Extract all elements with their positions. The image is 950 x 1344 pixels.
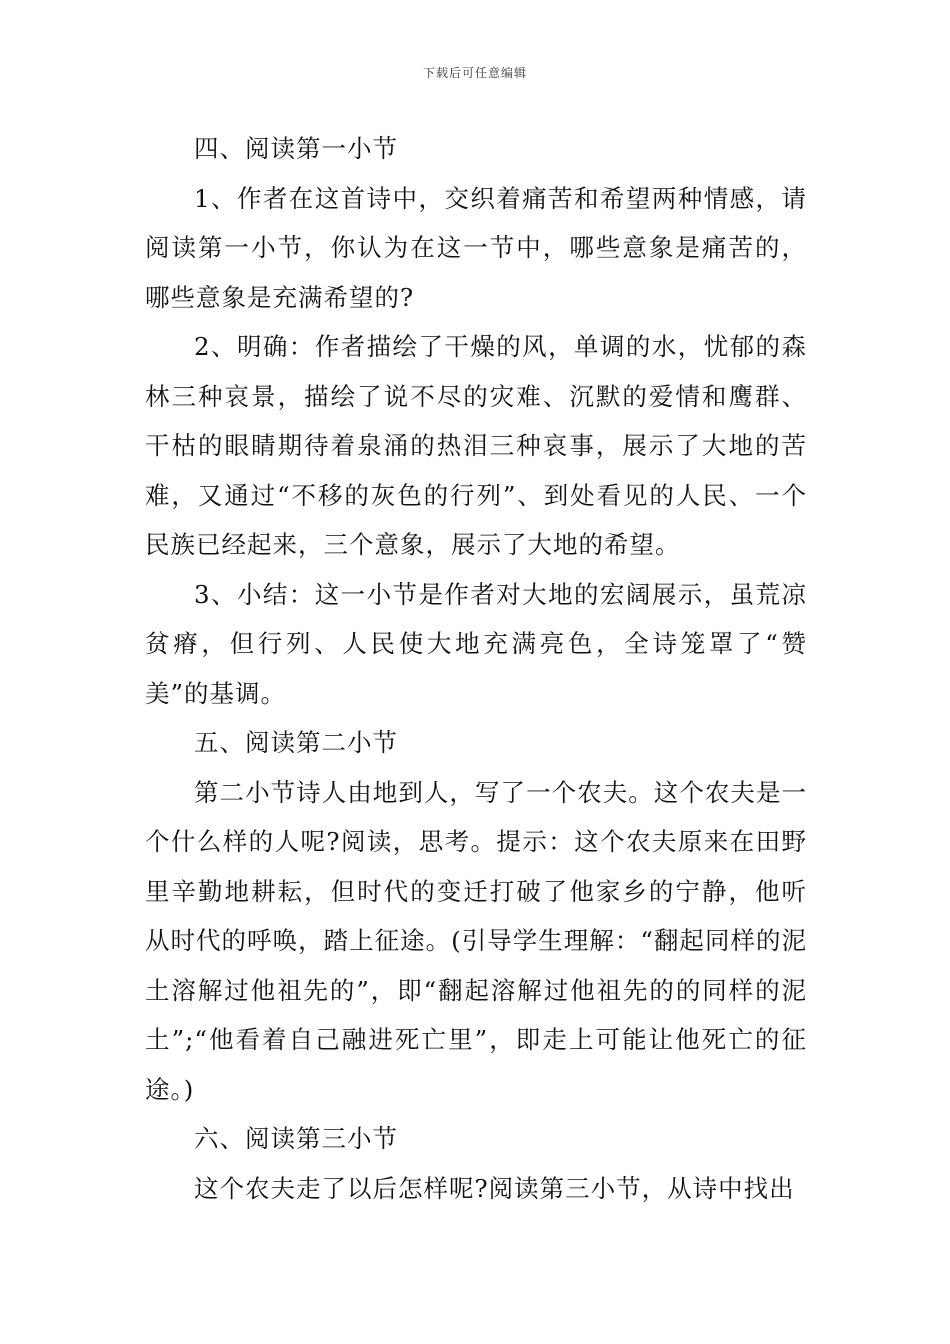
section-heading-4: 四、阅读第一小节: [194, 134, 398, 163]
section-heading-5: 五、阅读第二小节: [194, 728, 398, 757]
document-body: [145, 124, 807, 1213]
paragraph-section-5: 第二小节诗人由地到人，写了一个农夫。这个农夫是一个什么样的人呢?阅读，思考。提示：这个农夫原来在田野里辛勤地耕耘，但时代的变迁打破了他家乡的宁静，他听从时代的呼唤，踏上征途。(引导学生理解：“翻起同样的泥土溶解过他祖先的”，即“翻起溶解过他祖先的的同样的泥土”;“他看着自己融进死亡里”，即走上可能让他死亡的征途。): [145, 777, 807, 1104]
paragraph-section-6: 这个农夫走了以后怎样呢?阅读第三小节，从诗中找出: [194, 1173, 795, 1203]
paragraph-summary-3: 3、小结：这一小节是作者对大地的宏阔展示，虽荒凉贫瘠，但行列、人民使大地充满亮色，全诗笼罩了“赞美”的基调。: [145, 579, 807, 708]
paragraph-question-1: 1、作者在这首诗中，交织着痛苦和希望两种情感，请阅读第一小节，你认为在这一节中，哪些意象是痛苦的，哪些意象是充满希望的?: [145, 183, 807, 312]
paragraph-answer-2: 2、明确：作者描绘了干燥的风，单调的水，忧郁的森林三种哀景，描绘了说不尽的灾难、沉默的爱情和鹰群、干枯的眼睛期待着泉涌的热泪三种哀事，展示了大地的苦难，又通过“不移的灰色的行列”、到处看见的人民、一个民族已经起来，三个意象，展示了大地的希望。: [145, 332, 807, 559]
section-heading-6: 六、阅读第三小节: [194, 1124, 398, 1153]
page-header: 下载后可任意编辑: [422, 66, 527, 80]
